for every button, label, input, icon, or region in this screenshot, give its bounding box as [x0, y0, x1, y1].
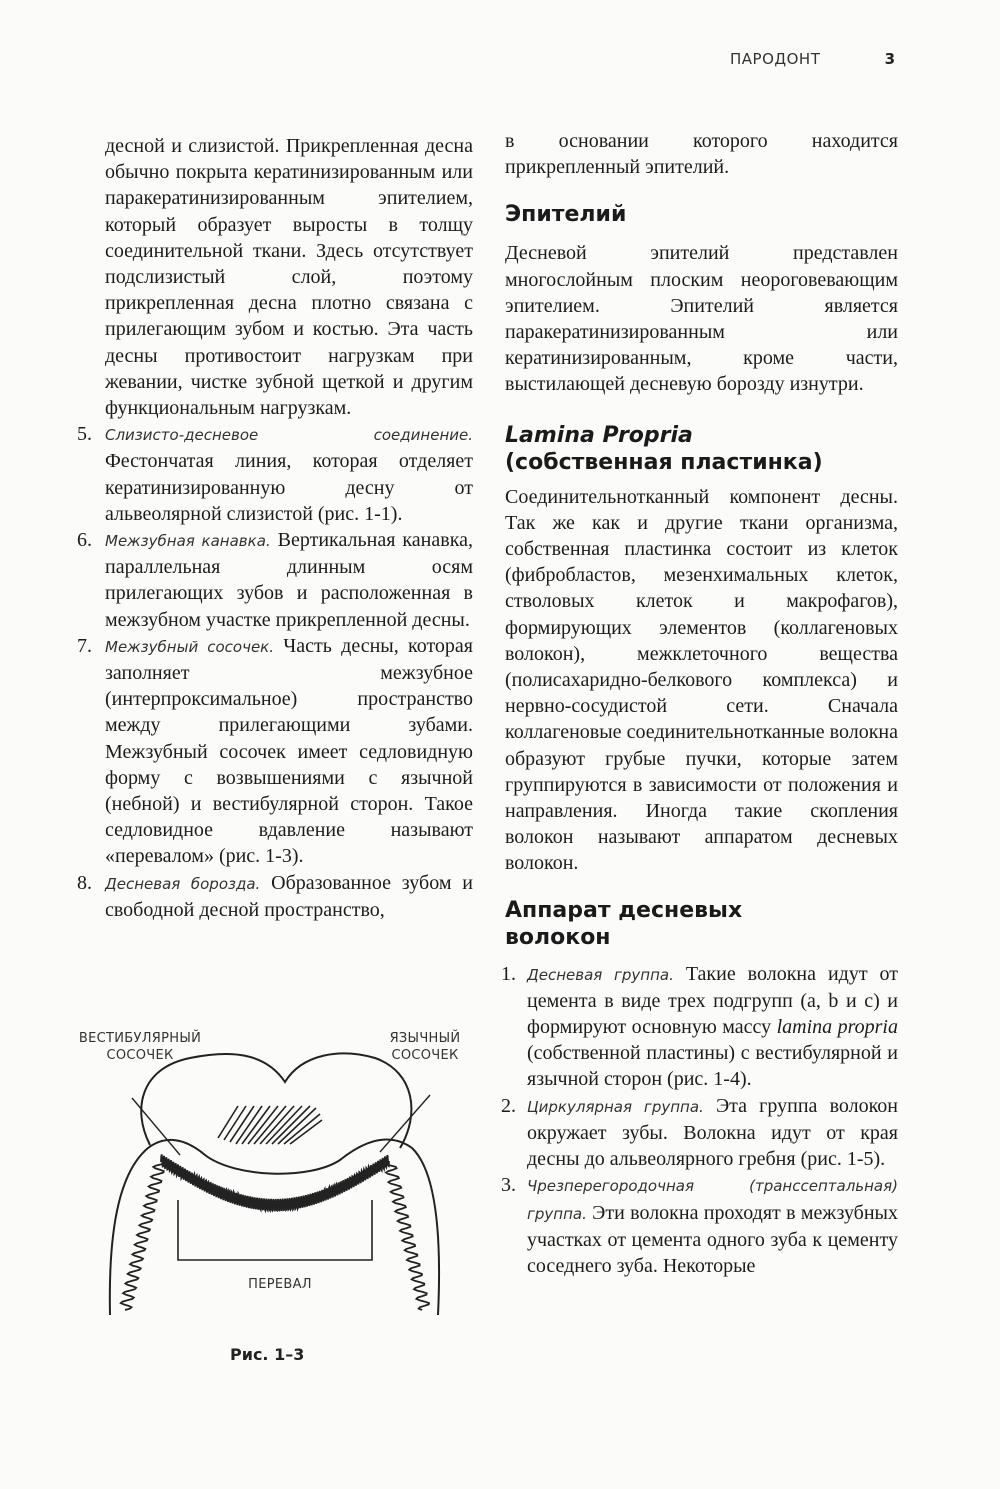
figure-caption: Рис. 1–3 — [230, 1345, 305, 1364]
item-term: Слизисто-десневое соединение. — [105, 426, 473, 445]
item-text: Вертикальная канавка, параллельная длинным осям прилегающих зубов и расположенная в межзубном участке прикрепленной десны. — [105, 529, 473, 631]
papilla-diagram — [70, 1020, 480, 1350]
running-head: ПАРОДОНТ — [730, 50, 821, 68]
list-item — [77, 870, 473, 923]
heading-apparatus-line1: Аппарат десневых — [505, 897, 743, 923]
lamina-paragraph: Соединительнотканный компонент десны. Так же как и другие ткани организма, собственная пластинка состоит из клеток (фибробластов, мезенхимальных клеток, стволовых клеток и макрофагов), формирующих элементов (коллагеновых волокон), межклеточного вещества (полисахаридно-белкового комплекса) и нервно-сосудистой сети. Сначала коллагеновые соединительнотканные волокна образуют грубые пучки, которые затем группируются в зависимости от положения и направления. Иногда такие скопления волокон называют аппаратом десневых волокон. — [505, 485, 898, 875]
item-text: Фестончатая линия, которая отделяет кератинизированную десну от альвеолярной слизистой (рис. 1-1). — [105, 450, 473, 525]
intro-paragraph: десной и слизистой. Прикрепленная десна обычно покрыта кератинизированным или паракератинизированным эпителием, который образует выросты в толщу соединительной ткани. Здесь отсутствует подслизистый слой, поэтому прикрепленная десна плотно связана с прилегающим зубом и костью. Эта часть десны противостоит нагрузкам при жевании, чистке зубной щеткой и другим функциональным нагрузкам. — [105, 135, 473, 420]
item-number: 1. — [501, 962, 516, 985]
item-number: 8. — [77, 871, 92, 894]
continued-paragraph: в основании которого находится прикрепленный эпителий. — [505, 130, 898, 179]
right-numbered-list — [501, 961, 898, 1279]
heading-gingival-fibers — [505, 897, 898, 951]
page-number: 3 — [884, 50, 895, 68]
contact-area-hatching — [218, 1106, 322, 1144]
heading-lamina-russian: (собственная пластинка) — [505, 449, 823, 475]
list-item — [77, 421, 473, 527]
label-lingual-line1: ЯЗЫЧНЫЙ — [389, 1031, 461, 1046]
item-number: 2. — [501, 1094, 516, 1117]
item-number: 3. — [501, 1174, 516, 1197]
epithelium-paragraph: Десневой эпителий представлен многослойным плоским неороговевающим эпителием. Эпителий является паракератинизированным или кератинизированным, кроме части, выстилающей десневую борозду изнутри. — [505, 242, 898, 396]
item-number: 6. — [77, 529, 92, 552]
item-text: (собственной пластины) с вестибулярной и язычной сторон (рис. 1-4). — [527, 1042, 898, 1091]
item-term: Циркулярная группа. — [527, 1097, 704, 1116]
item-term: Межзубная канавка. — [105, 532, 271, 551]
label-vestibular-line1: ВЕСТИБУЛЯРНЫЙ — [78, 1031, 202, 1046]
list-item — [501, 1093, 898, 1173]
heading-apparatus-line2: волокон — [505, 924, 611, 950]
heading-lamina-latin: Lamina Propria — [505, 422, 693, 448]
list-item — [77, 527, 473, 633]
item-term: Десневая группа. — [527, 965, 674, 984]
list-item — [77, 633, 473, 870]
item-text: Образованное зубом и свободной десной пространство, — [105, 871, 473, 921]
label-col: ПЕРЕВАЛ — [248, 1277, 312, 1292]
left-column — [77, 133, 473, 923]
item-text: Эта группа волокон окружает зубы. Волокна идут от края десны до альвеолярного гребня (рис. 1-5). — [527, 1094, 898, 1171]
gingiva-inner-wavy-line — [121, 1154, 429, 1310]
item-text: Такие волокна идут от цемента в виде трех подгрупп (a, b и c) и формируют основную массу — [527, 962, 898, 1039]
right-column — [501, 128, 898, 1279]
item-text: Часть десны, которая заполняет межзубное (интерпроксимальное) пространство между прилегающими зубами. Межзубный сосочек имеет седловидную форму с возвышениями с язычной (небной) и вестибулярной сторон. Такое седловидное вдавление называют «перевалом» (рис. 1-3). — [105, 634, 473, 868]
item-latin-term: lamina propria — [776, 1016, 898, 1039]
item-number: 5. — [77, 423, 92, 446]
item-term: Десневая борозда. — [105, 874, 261, 893]
page-header — [700, 50, 900, 74]
label-lingual-line2: СОСОЧЕК — [391, 1048, 459, 1063]
heading-lamina-propria — [505, 422, 898, 476]
item-term: Чрезперегородочная (транссептальная) группа. — [527, 1177, 898, 1223]
vestibular-leader-line — [132, 1098, 180, 1155]
item-text: Эти волокна проходят в межзубных участках от цемента одного зуба к цементу соседнего зуба. Некоторые — [527, 1201, 898, 1277]
label-vestibular-line2: СОСОЧЕК — [106, 1048, 174, 1063]
heading-epithelium: Эпителий — [505, 202, 627, 228]
left-numbered-list — [77, 421, 473, 923]
list-item — [501, 1172, 898, 1279]
item-number: 7. — [77, 634, 92, 657]
list-item — [501, 961, 898, 1093]
item-term: Межзубный сосочек. — [105, 637, 274, 656]
